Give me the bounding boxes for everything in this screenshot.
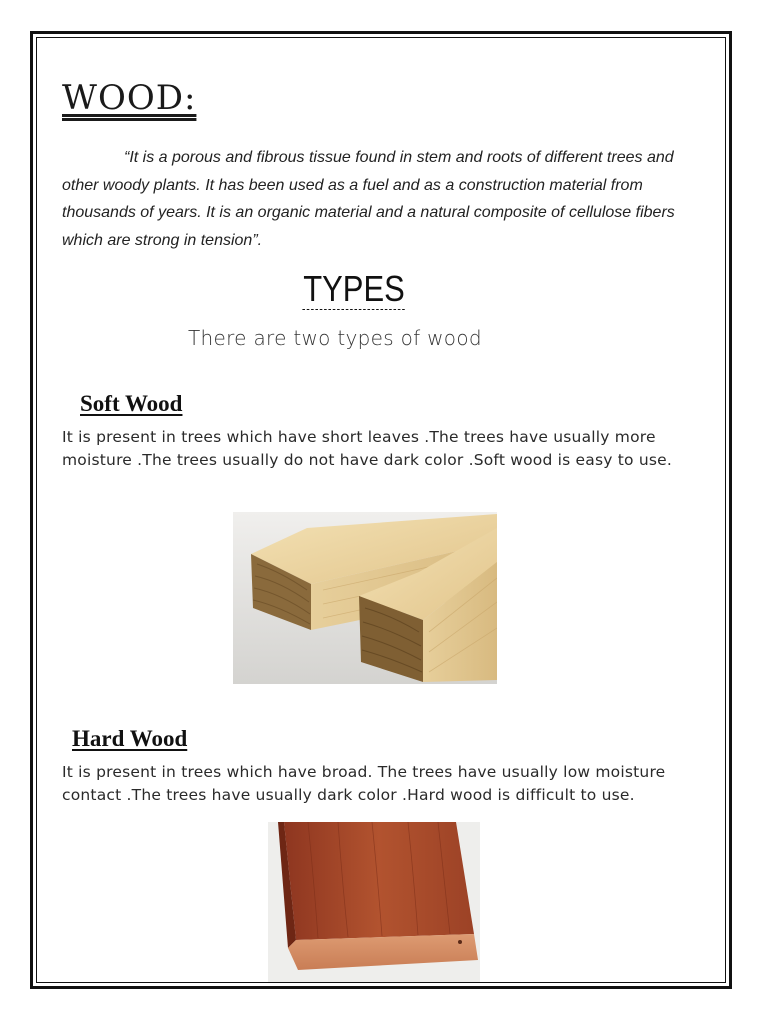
softwood-beams-image (233, 512, 497, 684)
wood-definition: “It is a porous and fibrous tissue found in stem and roots of different trees and other woody plants. It has been used as a fuel and as a construction material from thousands of years. It is an organic material and a natural composite of cellulose fibers which are strong in tension”. (62, 149, 675, 249)
page-title: WOOD: (62, 78, 197, 118)
hard-wood-description: It is present in trees which have broad. The trees have usually low moisture contact .The trees have usually dark color .Hard wood is difficult to use. (62, 763, 666, 804)
types-subtitle: There are two types of wood (188, 326, 482, 350)
types-heading: TYPES (303, 268, 405, 309)
soft-wood-description: It is present in trees which have short leaves .The trees have usually more moisture .The trees usually do not have dark color .Soft wood is easy to use. (62, 428, 673, 469)
soft-wood-heading: Soft Wood (80, 391, 183, 416)
hard-wood-heading: Hard Wood (72, 726, 188, 751)
hardwood-plank-image (268, 822, 480, 982)
